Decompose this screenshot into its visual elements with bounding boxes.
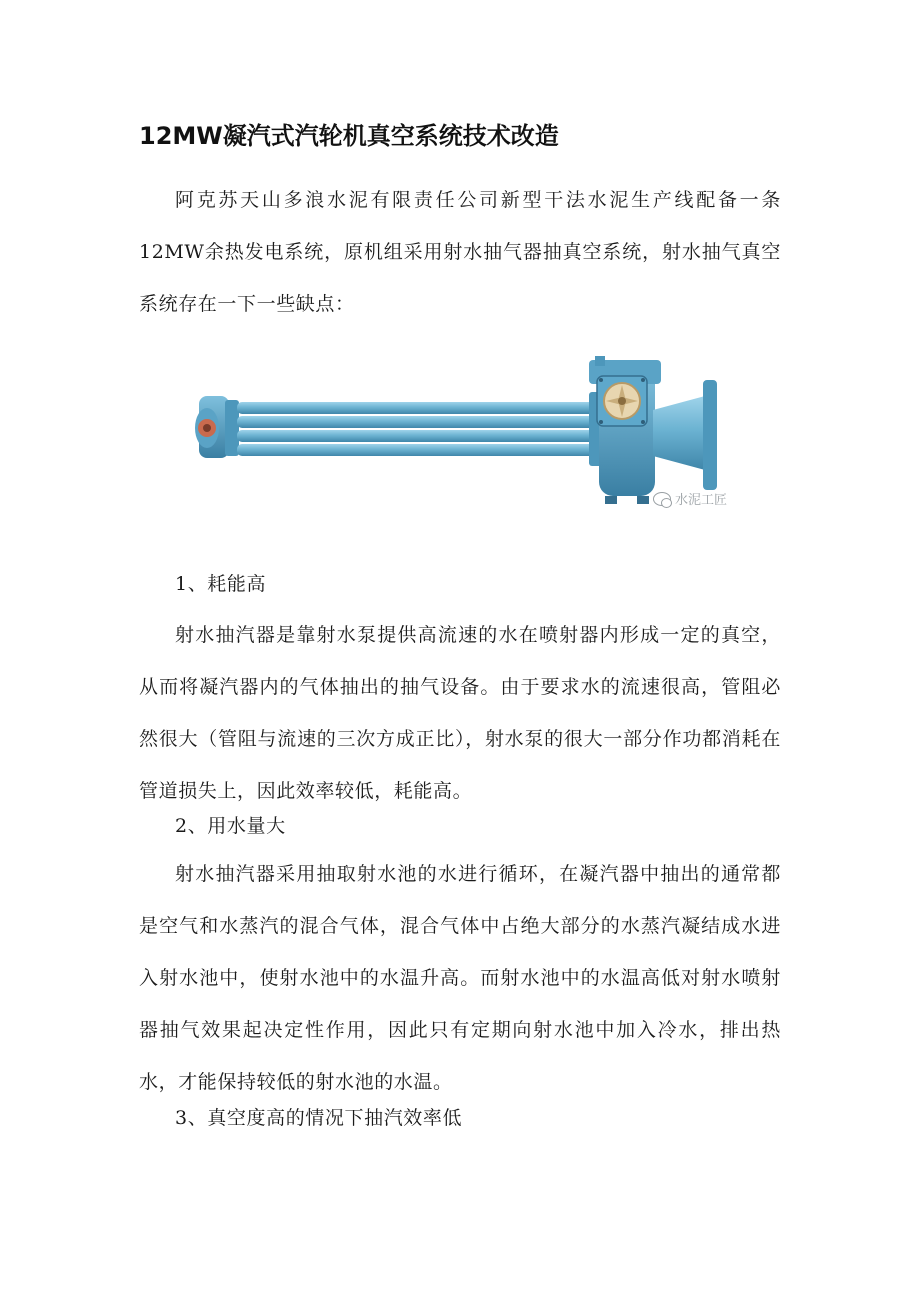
diffuser [653, 396, 705, 470]
page-title: 12MW凝汽式汽轮机真空系统技术改造 [139, 122, 559, 150]
left-collar [225, 400, 239, 456]
section-heading-3: 3、真空度高的情况下抽汽效率低 [175, 1107, 463, 1129]
section-body-2: 射水抽汽器采用抽取射水池的水进行循环，在凝汽器中抽出的通常都是空气和水蒸汽的混合气体，混合气体中占绝大部分的水蒸汽凝结成水进入射水池中，使射水池中的水温升高。而射水池中的水温高低对射水喷射器抽气效果起决定性作用，因此只有定期向射水池中加入冷水，排出热水，才能保持较低的射水池的水温。 [139, 863, 781, 1093]
watermark [653, 489, 727, 508]
nozzle-pipe-1 [237, 402, 597, 414]
section-heading-1: 1、耗能高 [175, 573, 267, 595]
intro-paragraph: 阿克苏天山多浪水泥有限责任公司新型干法水泥生产线配备一条12MW余热发电系统，原机组采用射水抽气器抽真空系统，射水抽气真空系统存在一下一些缺点： [139, 189, 781, 315]
nozzle-pipe-2 [237, 416, 597, 428]
section-body-1: 射水抽汽器是靠射水泵提供高流速的水在喷射器内形成一定的真空，从而将凝汽器内的气体抽出的抽气设备。由于要求水的流速很高，管阻必然很大（管阻与流速的三次方成正比），射水泵的很大一部分作功都消耗在管道损失上，因此效率较低，耗能高。 [139, 624, 781, 802]
nozzle-pipe-4 [237, 444, 597, 456]
wechat-icon [653, 492, 671, 506]
watermark-text: 水泥工匠 [674, 493, 727, 508]
section-heading-2: 2、用水量大 [175, 815, 286, 837]
nozzle-pipe-3 [237, 430, 597, 442]
water-jet-ejector-image [185, 352, 735, 520]
outlet-flange [703, 380, 717, 490]
